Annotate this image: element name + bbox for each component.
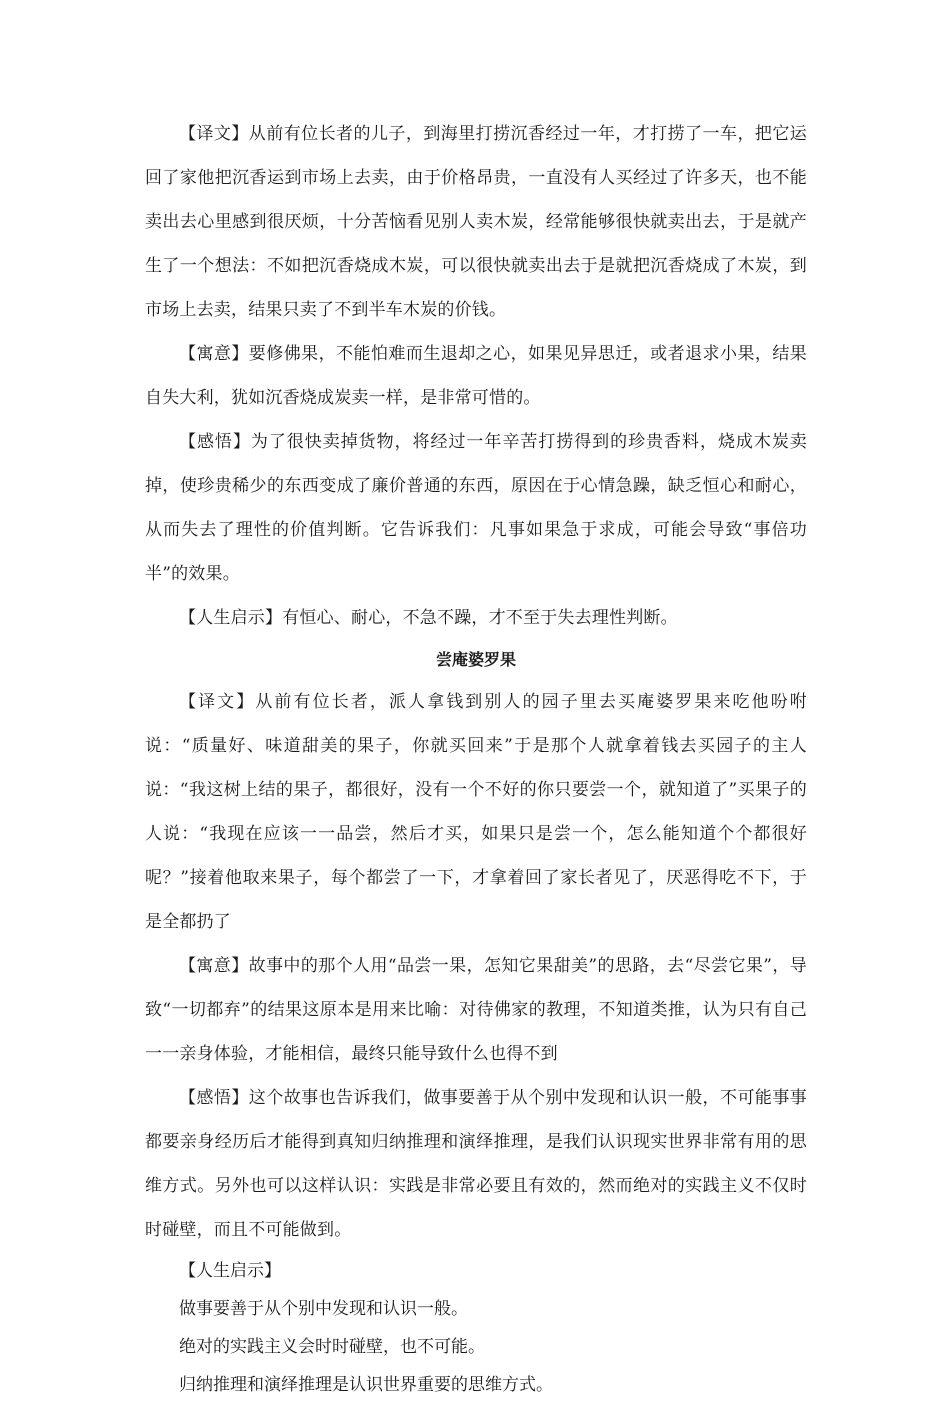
story2-lesson-item: 归纳推理和演绎推理是认识世界重要的思维方式。 bbox=[179, 1375, 553, 1395]
story1-insight: 【感悟】为了很快卖掉货物，将经过一年辛苦打捞得到的珍贵香料，烧成木炭卖掉，使珍贵稀少的东西变成了廉价普通的东西，原因在于心情急躁，缺乏恒心和耐心，从而失去了理性的价值判断。它告诉我们：凡事如果急于求成，可能会导致“事倍功半”的效果。 bbox=[145, 432, 807, 584]
story1-meaning: 【寓意】要修佛果，不能怕难而生退却之心，如果见异思迁，或者退求小果，结果自失大利，犹如沉香烧成炭卖一样，是非常可惜的。 bbox=[145, 344, 807, 408]
story2-title: 尝庵婆罗果 bbox=[435, 650, 516, 669]
story1-translation: 【译文】从前有位长者的儿子，到海里打捞沉香经过一年，才打捞了一车，把它运回了家他把沉香运到市场上去卖，由于价格昂贵，一直没有人买经过了许多天，也不能卖出去心里感到很厌烦，十分苦恼看见别人卖木炭，经常能够很快就卖出去，于是就产生了一个想法：不如把沉香烧成木炭，可以很快就卖出去于是就把沉香烧成了木炭，到市场上去卖，结果只卖了不到半车木炭的价钱。 bbox=[145, 124, 807, 320]
document-page bbox=[145, 112, 807, 1404]
story2-lesson-heading: 【人生启示】 bbox=[179, 1261, 281, 1281]
story2-insight: 【感悟】这个故事也告诉我们，做事要善于从个别中发现和认识一般，不可能事事都要亲身经历后才能得到真知归纳推理和演绎推理，是我们认识现实世界非常有用的思维方式。另外也可以这样认识：实践是非常必要且有效的，然而绝对的实践主义不仅时时碰壁，而且不可能做到。 bbox=[145, 1088, 807, 1240]
story2-lesson-item: 做事要善于从个别中发现和认识一般。 bbox=[179, 1299, 468, 1319]
story2-meaning: 【寓意】故事中的那个人用“品尝一果，怎知它果甜美”的思路，去“尽尝它果”，导致“一切都弃”的结果这原本是用来比喻：对待佛家的教理，不知道类推，认为只有自己一一亲身体验，才能相信，最终只能导致什么也得不到 bbox=[145, 956, 807, 1064]
story1-lesson: 【人生启示】有恒心、耐心，不急不躁，才不至于失去理性判断。 bbox=[179, 608, 678, 628]
story2-translation: 【译文】从前有位长者，派人拿钱到别人的园子里去买庵婆罗果来吃他吩咐说：“质量好、味道甜美的果子，你就买回来”于是那个人就拿着钱去买园子的主人说：“我这树上结的果子，都很好，没有一个不好的你只要尝一个，就知道了”买果子的人说：“我现在应该一一品尝，然后才买，如果只是尝一个，怎么能知道个个都很好呢？”接着他取来果子，每个都尝了一下，才拿着回了家长者见了，厌恶得吃不下，于是全都扔了 bbox=[145, 692, 807, 932]
story2-lesson-item: 绝对的实践主义会时时碰壁，也不可能。 bbox=[179, 1337, 485, 1357]
